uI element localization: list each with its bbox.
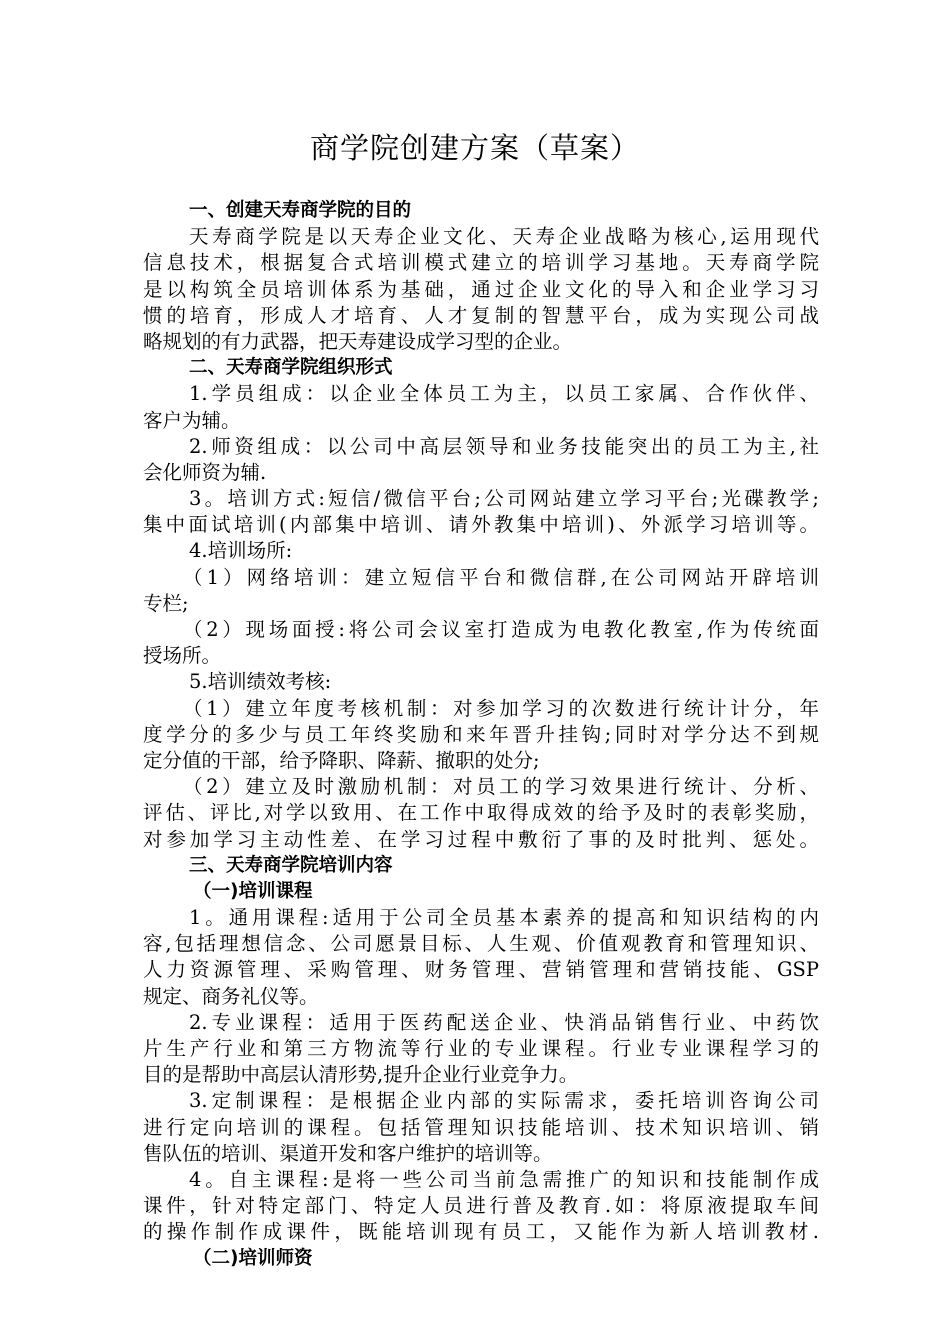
text-line: 集中面试培训(内部集中培训、请外教集中培训)、外派学习培训等。 <box>143 513 819 537</box>
text-line: 是以构筑全员培训体系为基础，通过企业文化的导入和企业学习习 <box>143 277 819 301</box>
text-line: 规定、商务礼仪等。 <box>143 984 319 1008</box>
text-line: 容,包括理想信念、公司愿景目标、人生观、价值观教育和管理知识、 <box>143 932 819 956</box>
text-line: 片生产行业和第三方物流等行业的专业课程。行业专业课程学习的 <box>143 1037 819 1060</box>
document-body <box>143 198 819 1272</box>
text-line: 目的是帮助中高层认清形势,提升企业行业竞争力。 <box>143 1063 579 1087</box>
section-heading: 三、天寿商学院培训内容 <box>189 854 393 876</box>
text-line: 1。通用课程:适用于公司全员基本素养的提高和知识结构的内 <box>189 906 819 930</box>
text-line: 定分值的干部，给予降职、降薪、撤职的处分; <box>143 748 540 772</box>
text-line: 3。培训方式:短信/微信平台;公司网站建立学习平台;光碟教学; <box>189 487 819 511</box>
text-line: 会化师资为辅. <box>143 460 267 484</box>
text-line: 2.师资组成：以公司中高层领导和业务技能突出的员工为主,社 <box>189 434 819 458</box>
text-line: 惯的培育，形成人才培育、人才复制的智慧平台，成为实现公司战 <box>143 303 819 327</box>
text-line: 1.学员组成：以企业全体员工为主，以员工家属、合作伙伴、 <box>189 382 819 406</box>
text-line: 人力资源管理、采购管理、财务管理、营销管理和营销技能、GSP <box>143 958 819 982</box>
text-line: 的操作制作成课件，既能培训现有员工，又能作为新人培训教材. <box>143 1220 819 1244</box>
text-line: 5.培训绩效考核: <box>189 670 332 694</box>
text-line: （1）网络培训：建立短信平台和微信群,在公司网站开辟培训 <box>183 565 819 589</box>
text-line: 略规划的有力武器，把天寿建设成学习型的企业。 <box>143 329 573 353</box>
section-heading: （二)培训师资 <box>193 1247 313 1269</box>
text-line: （1）建立年度考核机制：对参加学习的次数进行统计计分，年 <box>183 696 819 720</box>
text-line: （2）建立及时激励机制：对员工的学习效果进行统计、分析、 <box>183 775 819 799</box>
document-title: 商学院创建方案（草案） <box>309 131 640 165</box>
text-line: 专栏; <box>143 591 189 615</box>
section-heading: （一)培训课程 <box>193 880 313 902</box>
text-line: 进行定向培训的课程。包括管理知识技能培训、技术知识培训、销 <box>143 1115 819 1139</box>
section-heading: 一、创建天寿商学院的目的 <box>189 200 412 221</box>
text-line: 评估、评比,对学以致用、在工作中取得成效的给予及时的表彰奖励， <box>143 801 819 825</box>
text-line: 客户为辅。 <box>143 408 241 432</box>
text-line: 天寿商学院是以天寿企业文化、天寿企业战略为核心,运用现代 <box>189 225 819 249</box>
text-line: 对参加学习主动性差、在学习过程中敷衍了事的及时批判、惩处。 <box>143 827 819 851</box>
text-line: 4。自主课程:是将一些公司当前急需推广的知识和技能制作成 <box>189 1167 819 1191</box>
text-line: 度学分的多少与员工年终奖励和来年晋升挂钩;同时对学分达不到规 <box>143 722 819 746</box>
text-line: 授场所。 <box>143 644 222 668</box>
text-line: 4.培训场所: <box>189 539 293 563</box>
text-line: 信息技术，根据复合式培训模式建立的培训学习基地。天寿商学院 <box>143 251 819 275</box>
section-heading: 二、天寿商学院组织形式 <box>189 357 393 379</box>
text-line: 课件，针对特定部门、特定人员进行普及教育.如：将原液提取车间 <box>143 1194 819 1218</box>
text-line: 2.专业课程：适用于医药配送企业、快消品销售行业、中药饮 <box>189 1010 819 1034</box>
text-line: 售队伍的培训、渠道开发和客户维护的培训等。 <box>143 1141 553 1165</box>
text-line: 3.定制课程：是根据企业内部的实际需求，委托培训咨询公司 <box>189 1089 819 1113</box>
text-line: （2）现场面授:将公司会议室打造成为电教化教室,作为传统面 <box>183 618 819 641</box>
